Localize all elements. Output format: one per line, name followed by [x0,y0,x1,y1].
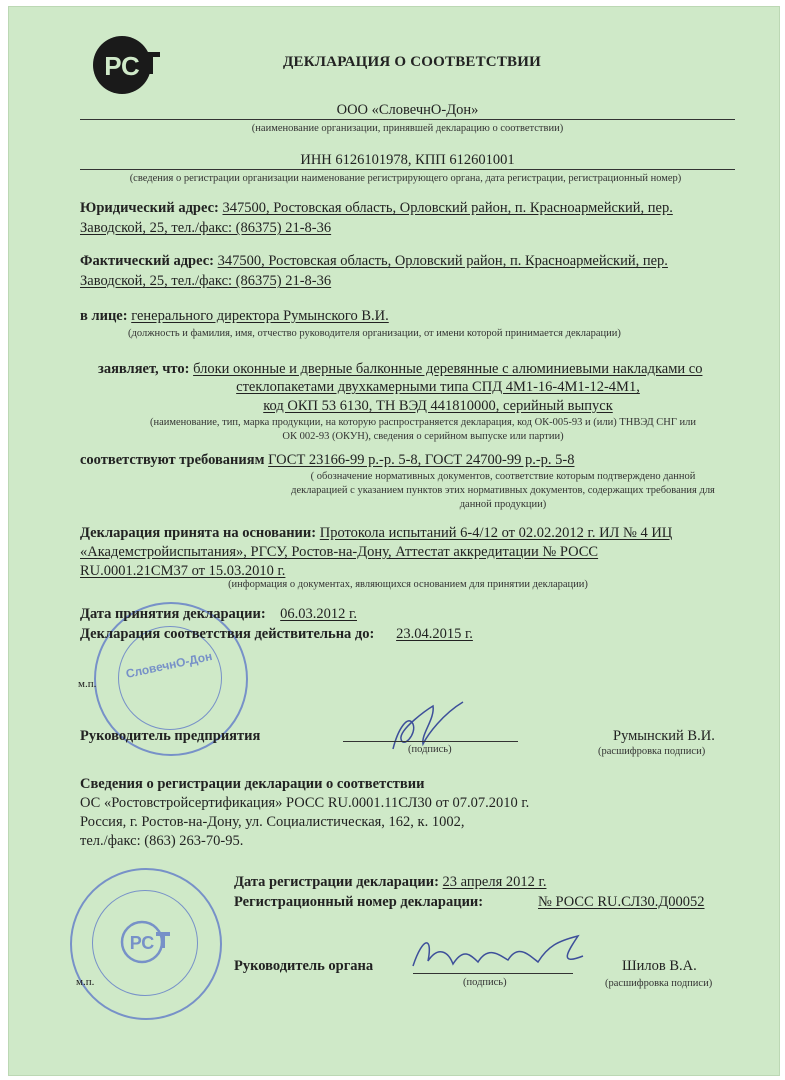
basis-line2: «Академстройиспытания», РГСУ, Ростов-на-Дону, Аттестат аккредитации № РОСС [80,544,599,560]
signature-2-line [413,973,573,974]
mp-label-2: м.п. [76,976,95,988]
complies-caption1: ( обозначение нормативных документов, соответствие которым подтверждено данной [310,471,696,482]
head-enterprise-name-caption: (расшифровка подписи) [598,746,706,757]
rst-logo [88,28,162,102]
declares-line1: блоки оконные и дверные балконные деревянные с алюминиевыми накладками со [193,361,703,377]
legal-address-label: Юридический адрес: [80,200,219,216]
signature-1-caption: (подпись) [408,744,452,755]
inn-kpp: ИНН 6126101978, КПП 612601001 [80,152,735,170]
declares-label: заявляет, что: [98,361,190,377]
head-body-name: Шилов В.А. [622,958,697,974]
stamp-rst-logo-icon [116,914,172,970]
valid-until [80,626,640,643]
complies-value: ГОСТ 23166-99 р.-р. 5-8, ГОСТ 24700-99 р.-р. 5-8 [268,452,575,468]
person-label: в лице: [80,308,128,324]
complies-caption2: декларацией с указанием пунктов этих нормативных документов, содержащих требования для [291,485,715,496]
org-name: ООО «СловечнО-Дон» [80,102,735,120]
date-adopted-label: Дата принятия декларации: [80,606,266,622]
rst-logo-icon [88,28,162,102]
signature-1-line [343,741,518,742]
certification-body-stamp [70,868,222,1020]
person-caption: (должность и фамилия, имя, отчество руководителя организации, от имени которой принимается декларации) [128,328,621,339]
declares-line3: код ОКП 53 6130, ТН ВЭД 441810000, серийный выпуск [263,398,613,414]
complies-caption3: данной продукции) [459,499,547,510]
registration-line2: Россия, г. Ростов-на-Дону, ул. Социалистическая, 162, к. 1002, [80,814,465,830]
reg-number-label: Регистрационный номер декларации: [234,894,484,910]
signature-2-caption: (подпись) [463,977,507,988]
reg-date [234,874,754,891]
legal-address-line1: 347500, Ростовская область, Орловский район, п. Красноармейский, пер. [222,200,673,216]
mp-label-1: м.п. [78,678,97,690]
document-title: ДЕКЛАРАЦИЯ О СООТВЕТСТВИИ [283,54,541,70]
inn-caption: (сведения о регистрации организации наименование регистрирующего органа, дата регистрации, регистрационный номер) [129,173,682,184]
org-name-caption: (наименование организации, принявшей декларацию о соответствии) [251,123,564,134]
declaration-sheet [8,6,780,1076]
basis-caption: (информация о документах, являющихся основанием для принятии декларации) [228,579,588,590]
date-adopted-value: 06.03.2012 г. [280,606,357,622]
actual-address-line1: 347500, Ростовская область, Орловский район, п. Красноармейский, пер. [217,253,668,269]
complies-label: соответствуют требованиям [80,452,265,468]
person [80,308,760,325]
basis-line1: Протокола испытаний 6-4/12 от 02.02.2012 г. ИЛ № 4 ИЦ [319,525,673,541]
legal-address-line2: Заводской, 25, тел./факс: (86375) 21-8-36 [80,220,332,236]
registration-line1: ОС «Ростовстройсертификация» РОСС RU.0001.11СЛ30 от 07.07.2010 г. [80,795,530,811]
head-enterprise-name: Румынский В.И. [613,728,715,744]
legal-address [80,198,760,238]
person-value: генерального директора Румынского В.И. [131,308,389,324]
svg-text:РС: РС [129,933,155,953]
actual-address [80,251,760,291]
actual-address-label: Фактический адрес: [80,253,214,269]
reg-date-label: Дата регистрации декларации: [234,874,439,890]
basis-line3: RU.0001.21СМ37 от 15.03.2010 г. [80,563,286,579]
reg-date-value: 23 апреля 2012 г. [442,874,547,890]
registration-heading: Сведения о регистрации декларации о соответствии [80,776,425,792]
company-stamp-text: СловечнО-Дон [124,649,214,681]
basis [80,524,770,581]
date-adopted [80,606,580,623]
complies [80,452,770,469]
declares-caption1: (наименование, тип, марка продукции, на которую распространяется декларация, код ОК-005-93 и (или) ТНВЭД СНГ или [149,417,696,428]
valid-until-value: 23.04.2015 г. [396,626,473,642]
declares-line2: стеклопакетами двухкамерными типа СПД 4М1-16-4М1-12-4М1, [236,379,640,395]
valid-until-label: Декларация соответствия действительна до: [80,626,375,642]
head-enterprise-label: Руководитель предприятия [80,728,261,744]
basis-label: Декларация принята на основании: [80,525,317,541]
actual-address-line2: Заводской, 25, тел./факс: (86375) 21-8-36 [80,273,332,289]
svg-text:РС: РС [104,51,140,81]
head-body-name-caption: (расшифровка подписи) [605,978,713,989]
declares [98,360,778,379]
head-body-label: Руководитель органа [234,958,374,974]
declares-caption2: ОК 002-93 (ОКУН), сведения о серийном выпуске или партии) [282,431,564,442]
reg-number-value: № РОСС RU.СЛ30.Д00052 [538,894,705,910]
registration-line3: тел./факс: (863) 263-70-95. [80,833,244,849]
